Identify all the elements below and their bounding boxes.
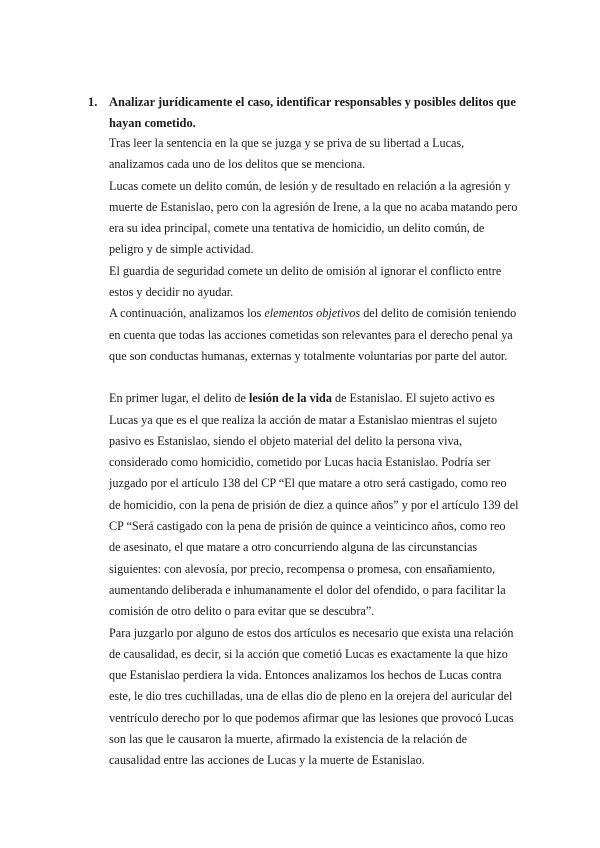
emphasis-lesion-vida: lesión de la vida [248,391,332,406]
paragraph-lesion-vida: En primer lugar, el delito de lesión de la vida de Estanislao. El sujeto activo es Lucas ya que es el que realiza la acción de matar a Estanislao mientras el sujeto pasivo es Estanislao, siendo el objeto material del delito la persona viva, considerado como homicidio, cometido por Lucas hacia Estanislao. Podría ser juzgado por el artículo 138 del CP “El que matare a otro será castigado, como reo de homicidio, con la pena de prisión de diez a quince años” y por el artículo 139 del CP “Será castigado con la pena de prisión de quince a veinticinco años, como reo de asesinato, el que matare a otro concurriendo alguna de las circunstancias siguientes: con alevosía, por precio, recompensa o promesa, con ensañamiento, aumentando deliberada e inhumanamente el dolor del ofendido, o para facilitar la comisión de otro delito o para evitar que se descubra”. [109,391,519,619]
section-number: 1. [88,95,98,109]
section-title: Analizar jurídicamente el caso, identificar responsables y posibles delitos que hayan cometido. [109,95,516,130]
paragraph-guardia: El guardia de seguridad comete un delito de omisión al ignorar el conflicto entre estos y decidir no ayudar. [109,263,502,300]
paragraph-intro: Tras leer la sentencia en la que se juzga y se priva de su libertad a Lucas, analizamos cada uno de los delitos que se menciona. [109,136,465,172]
paragraph-elementos-objetivos: A continuación, analizamos los elementos objetivos del delito de comisión teniendo en cuenta que todas las acciones cometidas son relevantes para el derecho penal ya que son conductas humanas, externas y totalmente voluntarias por parte del autor. [109,306,517,363]
emphasis-elementos-objetivos: elementos objetivos [264,306,361,321]
document-body [109,133,519,772]
paragraph-causalidad: Para juzgarlo por alguno de estos dos artículos es necesario que exista una relación de causalidad, es decir, si la acción que cometió Lucas es exactamente la que hizo que Estanislao perdiera la vida. Entonces analizamos los hechos de Lucas contra este, le dio tres cuchilladas, una de ellas dio de pleno en la orejera del auricular del ventrículo derecho por lo que podemos afirmar que las lesiones que provocó Lucas son las que le causaron la muerte, afirmado la existencia de la relación de causalidad entre las acciones de Lucas y la muerte de Estanislao. [109,625,514,768]
paragraph-gap [109,367,519,388]
paragraph-lucas-delitos: Lucas comete un delito común, de lesión y de resultado en relación a la agresión y muerte de Estanislao, pero con la agresión de Irene, a la que no acaba matando pero era su idea principal, comete una tentativa de homicidio, un delito común, de peligro y de simple actividad. [109,178,518,257]
